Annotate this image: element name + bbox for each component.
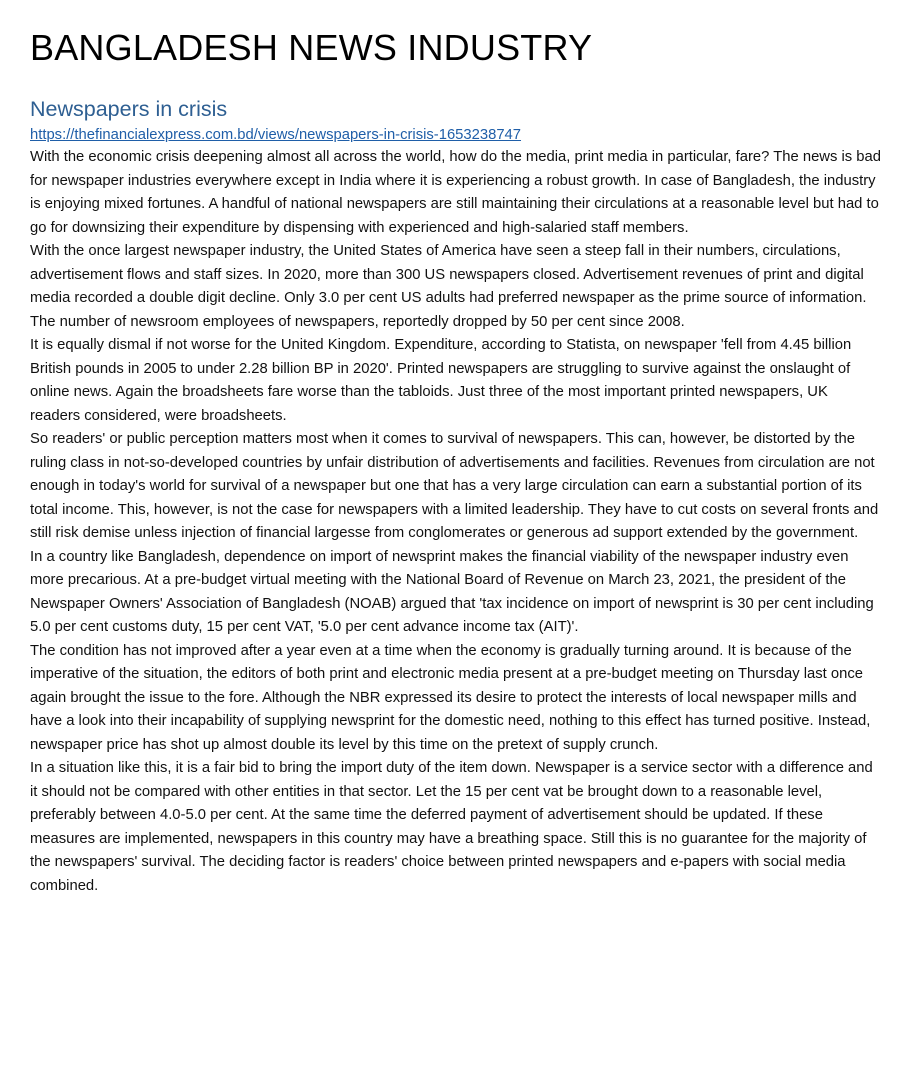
body-paragraph: With the once largest newspaper industry, the United States of America have seen a steep fall in their numbers, circulations, advertisement flows and staff sizes. In 2020, more than 300 US newspapers closed. Advertisement revenues of print and digital media recorded a double digit decline. Only 3.0 per cent US adults had preferred newspaper as the prime source of information. The number of newsroom employees of newspapers, reportedly dropped by 50 per cent since 2008. [30,243,867,330]
source-link[interactable]: https://thefinancialexpress.com.bd/views/newspapers-in-crisis-1653238747 [30,127,522,143]
body-paragraph: With the economic crisis deepening almost all across the world, how do the media, print media in particular, fare? The news is bad for newspaper industries everywhere except in India where it is experiencing a robust growth. In case of Bangladesh, the industry is enjoying mixed fortunes. A handful of national newspapers are still maintaining their circulations at a reasonable level but had to go for downsizing their expenditure by dispensing with experienced and high-salaried staff members. [30,149,881,236]
body-paragraph: So readers' or public perception matters most when it comes to survival of newspapers. This can, however, be distorted by the ruling class in not-so-developed countries by unfair distribution of advertisements and facilities. Revenues from circulation are not enough in today's world for survival of a newspaper but one that has a very large circulation can earn a substantial portion of its total income. This, however, is not the case for newspapers with a limited leadership. They have to cut costs on several fronts and still risk demise unless injection of financial largesse from conglomerates or generous ad support extended by the government. [30,431,879,541]
document-page [30,22,882,898]
document-title: BANGLADESH NEWS INDUSTRY [30,27,593,68]
body-paragraph: In a situation like this, it is a fair bid to bring the import duty of the item down. Newspaper is a service sector with a difference and it should not be compared with other entities in that sector. Let the 15 per cent vat be brought down to a reasonable level, preferably between 4.0-5.0 per cent. At the same time the deferred payment of advertisement should be updated. If these measures are implemented, newspapers in this country may have a breathing space. Still this is no guarantee for the majority of the newspapers' survival. The deciding factor is readers' choice between printed newspapers and e-papers with social media combined. [30,760,873,894]
body-paragraph: In a country like Bangladesh, dependence on import of newsprint makes the financial viability of the newspaper industry even more precarious. At a pre-budget virtual meeting with the National Board of Revenue on March 23, 2021, the president of the Newspaper Owners' Association of Bangladesh (NOAB) argued that 'tax incidence on import of newsprint is 30 per cent including 5.0 per cent customs duty, 15 per cent VAT, '5.0 per cent advance income tax (AIT)'. [30,548,874,635]
article-heading: Newspapers in crisis [30,97,228,121]
body-paragraph: The condition has not improved after a year even at a time when the economy is gradually turning around. It is because of the imperative of the situation, the editors of both print and electronic media present at a pre-budget meeting on Thursday last once again brought the issue to the fore. Although the NBR expressed its desire to protect the interests of local newspaper mills and have a look into their incapability of supplying newsprint for the domestic need, nothing to this effect has turned positive. Instead, newspaper price has shot up almost double its level by this time on the pretext of supply crunch. [30,642,871,753]
body-paragraph: It is equally dismal if not worse for the United Kingdom. Expenditure, according to Statista, on newspaper 'fell from 4.45 billion British pounds in 2005 to under 2.28 billion BP in 2020'. Printed newspapers are struggling to survive against the onslaught of online news. Again the broadsheets fare worse than the tabloids. Just three of the most important printed newspapers, UK readers considered, were broadsheets. [30,337,852,424]
